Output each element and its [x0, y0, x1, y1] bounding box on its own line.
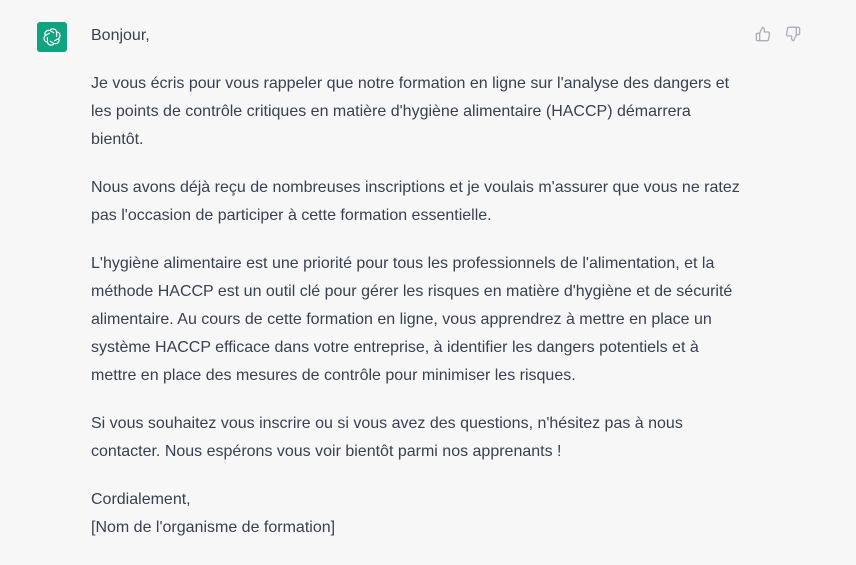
feedback-buttons [754, 25, 802, 43]
thumbs-up-icon [755, 26, 771, 42]
paragraph-contact: Si vous souhaitez vous inscrire ou si vous avez des questions, n'hésitez pas à nous contacter. Nous espérons vous voir bientôt parmi nos apprenants ! [91, 415, 683, 460]
paragraph-registrations: Nous avons déjà reçu de nombreuses inscriptions et je voulais m'assurer que vous ne ratez pas l'occasion de participer à cette formation essentielle. [91, 179, 740, 224]
message-content [91, 22, 741, 562]
thumbs-down-icon [785, 26, 801, 42]
paragraph-reminder: Je vous écris pour vous rappeler que notre formation en ligne sur l'analyse des dangers et les points de contrôle critiques en matière d'hygiène alimentaire (HACCP) démarrera bientôt. [91, 75, 730, 148]
thumbs-down-button[interactable] [784, 25, 802, 43]
greeting: Bonjour, [91, 27, 150, 44]
paragraph-haccp-details: L'hygiène alimentaire est une priorité pour tous les professionnels de l'alimentation, et la méthode HACCP est un outil clé pour gérer les risques en matière d'hygiène et de sécurité alimentaire. Au cours de cette formation en ligne, vous apprendrez à mettre en place un système HACCP efficace dans votre entreprise, à identifier les dangers potentiels et à mettre en place des mesures de contrôle pour minimiser les risques. [91, 255, 733, 384]
assistant-avatar [37, 22, 67, 52]
thumbs-up-button[interactable] [754, 25, 772, 43]
openai-logo-icon [41, 26, 63, 48]
signature: Cordialement, [Nom de l'organisme de formation] [91, 491, 336, 536]
